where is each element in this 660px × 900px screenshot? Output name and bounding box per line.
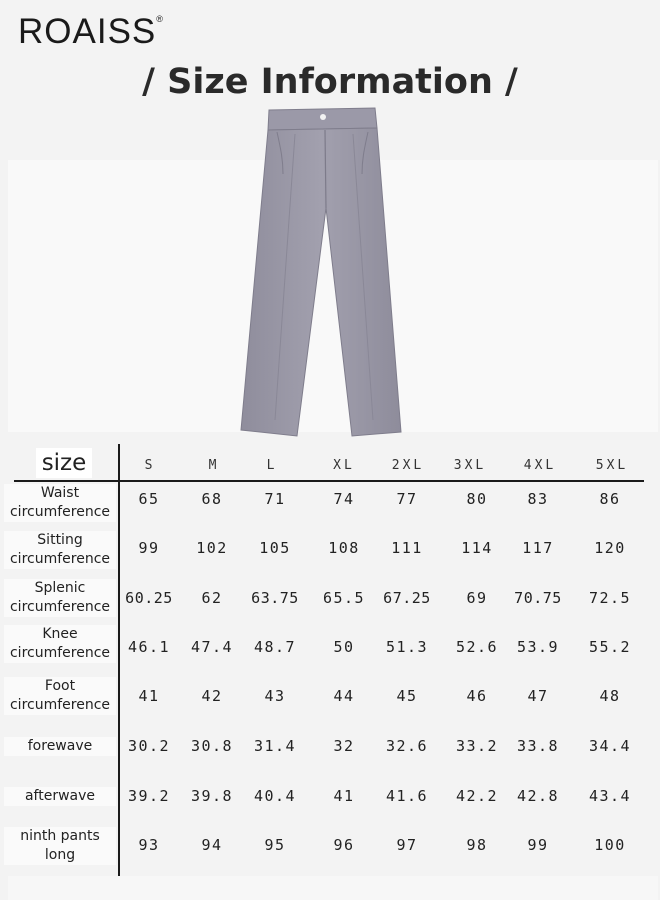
table-cell: 40.4 — [253, 787, 297, 805]
table-vertical-divider — [118, 444, 120, 878]
table-cell: 69 — [466, 589, 488, 607]
table-cell: 33.8 — [516, 737, 560, 755]
table-cell: 48 — [599, 687, 621, 705]
page-title: / Size Information / — [142, 62, 518, 102]
table-cell: 108 — [328, 539, 360, 557]
table-cell: 47.4 — [190, 638, 234, 656]
table-cell: 43 — [264, 687, 286, 705]
size-col-5xl: 5XL — [595, 458, 629, 473]
table-cell: 46 — [466, 687, 488, 705]
table-cell: 53.9 — [516, 638, 560, 656]
row-label-sitting: Sitting circumference — [4, 531, 116, 569]
table-cell: 30.8 — [190, 737, 234, 755]
brand-name: ROAISS — [18, 12, 157, 51]
brand-logo — [18, 12, 164, 52]
table-cell: 44 — [333, 687, 355, 705]
table-cell: 42.2 — [455, 787, 499, 805]
table-cell: 41 — [138, 687, 160, 705]
table-cell: 93 — [138, 836, 160, 854]
table-cell: 99 — [138, 539, 160, 557]
table-cell: 83 — [527, 490, 549, 508]
table-cell: 99 — [527, 836, 549, 854]
table-cell: 70.75 — [514, 589, 562, 607]
table-cell: 102 — [196, 539, 228, 557]
pants-icon — [225, 100, 425, 445]
table-cell: 63.75 — [251, 589, 299, 607]
table-cell: 45 — [396, 687, 418, 705]
table-cell: 32.6 — [385, 737, 429, 755]
size-col-m: M — [208, 458, 220, 473]
table-cell: 60.25 — [125, 589, 173, 607]
table-cell: 74 — [333, 490, 355, 508]
bottom-strip — [8, 876, 658, 900]
table-cell: 86 — [599, 490, 621, 508]
table-cell: 94 — [201, 836, 223, 854]
table-cell: 48.7 — [253, 638, 297, 656]
size-col-l: L — [266, 458, 278, 473]
table-cell: 95 — [264, 836, 286, 854]
table-cell: 80 — [466, 490, 488, 508]
size-table — [0, 440, 660, 880]
row-label-foot: Foot circumference — [4, 677, 116, 715]
table-cell: 65.5 — [322, 589, 366, 607]
table-cell: 105 — [259, 539, 291, 557]
table-cell: 68 — [201, 490, 223, 508]
row-label-ninth-pants-long: ninth pants long — [4, 827, 116, 865]
table-cell: 41 — [333, 787, 355, 805]
table-cell: 33.2 — [455, 737, 499, 755]
table-cell: 41.6 — [385, 787, 429, 805]
table-cell: 55.2 — [588, 638, 632, 656]
size-col-s: S — [144, 458, 156, 473]
registered-mark: ® — [156, 14, 164, 24]
size-col-3xl: 3XL — [453, 458, 487, 473]
table-cell: 114 — [461, 539, 493, 557]
table-cell: 46.1 — [127, 638, 171, 656]
table-cell: 77 — [396, 490, 418, 508]
row-label-splenic: Splenic circumference — [4, 579, 116, 617]
size-col-4xl: 4XL — [523, 458, 557, 473]
size-header-label: size — [36, 448, 92, 478]
table-cell: 32 — [333, 737, 355, 755]
table-cell: 42 — [201, 687, 223, 705]
row-label-forewave: forewave — [4, 737, 116, 756]
table-cell: 51.3 — [385, 638, 429, 656]
table-cell: 52.6 — [455, 638, 499, 656]
table-cell: 39.8 — [190, 787, 234, 805]
table-cell: 98 — [466, 836, 488, 854]
table-cell: 67.25 — [383, 589, 431, 607]
table-cell: 50 — [333, 638, 355, 656]
table-cell: 65 — [138, 490, 160, 508]
row-label-knee: Knee circumference — [4, 625, 116, 663]
table-cell: 39.2 — [127, 787, 171, 805]
table-cell: 71 — [264, 490, 286, 508]
table-cell: 43.4 — [588, 787, 632, 805]
table-cell: 42.8 — [516, 787, 560, 805]
table-cell: 34.4 — [588, 737, 632, 755]
size-col-xl: XL — [333, 458, 355, 473]
table-cell: 30.2 — [127, 737, 171, 755]
table-cell: 111 — [391, 539, 423, 557]
table-cell: 117 — [522, 539, 554, 557]
table-cell: 72.5 — [588, 589, 632, 607]
table-header-divider — [14, 480, 644, 482]
row-label-waist: Waist circumference — [4, 484, 116, 522]
size-col-2xl: 2XL — [391, 458, 425, 473]
row-label-afterwave: afterwave — [4, 787, 116, 806]
table-cell: 100 — [594, 836, 626, 854]
table-cell: 62 — [201, 589, 223, 607]
table-cell: 47 — [527, 687, 549, 705]
table-cell: 96 — [333, 836, 355, 854]
table-cell: 120 — [594, 539, 626, 557]
table-cell: 97 — [396, 836, 418, 854]
table-cell: 31.4 — [253, 737, 297, 755]
